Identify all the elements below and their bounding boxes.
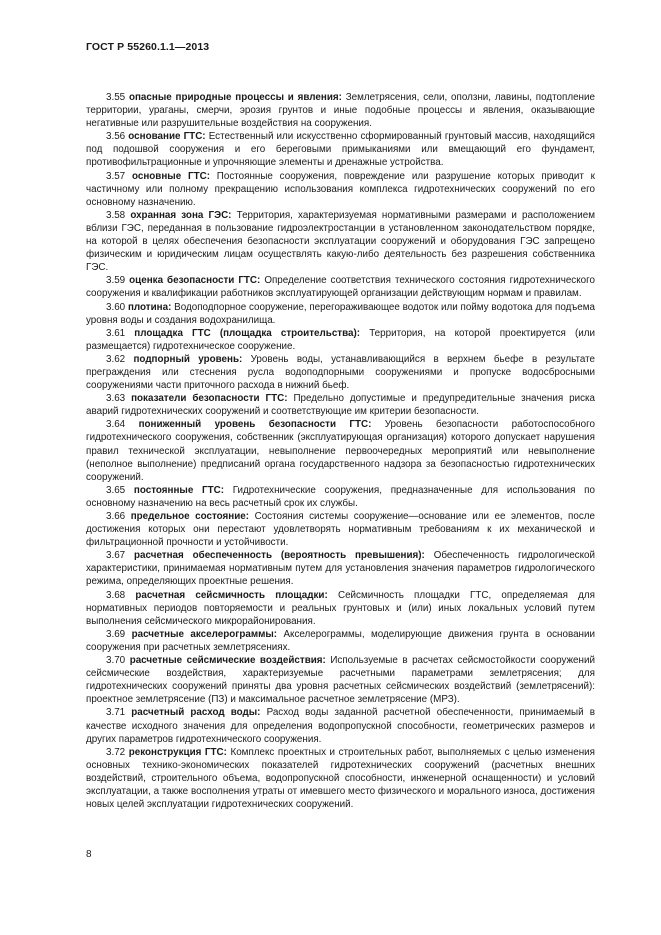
- entry-number: 3.64: [106, 419, 126, 431]
- entry-term: основание ГТС:: [128, 131, 206, 143]
- definition-entry: [86, 327, 595, 353]
- entry-term: реконструкция ГТС:: [128, 746, 227, 758]
- entry-number: 3.65: [106, 484, 126, 496]
- entry-number: 3.56: [106, 131, 126, 143]
- entry-term: постоянные ГТС:: [133, 484, 225, 496]
- definition-entry: [86, 746, 595, 811]
- page-number: 8: [86, 849, 92, 860]
- definition-entry: [86, 301, 595, 327]
- definition-entry: [86, 510, 595, 549]
- document-header: ГОСТ Р 55260.1.1—2013: [86, 41, 210, 53]
- entry-number: 3.61: [106, 327, 126, 339]
- entry-text: Определение соответствия технического состояния гидротехнического сооружения и квалификации работников эксплуатирующей организации действующим нормам и правилам.: [86, 275, 595, 300]
- entry-term: расчетная обеспеченность (вероятность превышения):: [134, 550, 425, 562]
- entry-term: расчетные сейсмические воздействия:: [129, 655, 326, 667]
- definition-entry: [86, 274, 595, 300]
- entry-number: 3.59: [106, 275, 126, 287]
- entry-term: площадка ГТС (площадка строительства):: [134, 327, 361, 339]
- entry-number: 3.62: [106, 353, 126, 365]
- entry-text: Сейсмичность площадки ГТС, определяемая для нормативных периодов повторяемости и реальных грунтовых и (или) иных локальных условий путем выполнения сейсмического микрорайонирования.: [86, 589, 595, 627]
- entry-text: Территория, характеризуемая нормативными размерами и расположением вблизи ГЭС, переданная в пользование гидроэлектростанции в установленном законодательством порядке, на которой в целях обеспечения безопасности эксплуатации сооружений и оборудования ГЭС запрещено физическим и юридическим лицам осуществлять какую-либо деятельность без разрешения собственника ГЭС.: [86, 209, 595, 274]
- entry-number: 3.68: [106, 589, 126, 601]
- definition-entry: [86, 706, 595, 745]
- entry-number: 3.72: [106, 746, 126, 758]
- entry-text: Постоянные сооружения, повреждение или разрушение которых приводит к частичному или полному прекращению использования комплекса гидротехнических сооружений по его основному назначению.: [86, 170, 595, 208]
- definition-entry: [86, 484, 595, 510]
- entry-number: 3.57: [106, 170, 126, 182]
- definition-entry: [86, 353, 595, 392]
- entry-text: Водоподпорное сооружение, перегораживающее водоток или пойму водотока для подъема уровня воды и создания водохранилища.: [86, 301, 595, 326]
- definition-entry: [86, 91, 595, 130]
- entry-text: Гидротехнические сооружения, предназначенные для использования по основному назначению на весь расчетный срок их службы.: [86, 484, 595, 509]
- definition-entry: [86, 170, 595, 209]
- entry-text: Состояния системы сооружение—основание или ее элементов, после достижения которых они перестают удовлетворять нормативным требованиям к их механической и фильтрационной прочности и устойчивости.: [86, 511, 595, 549]
- definition-entry: [86, 392, 595, 418]
- entry-text: Естественный или искусственно сформированный грунтовый массив, находящийся под подошвой сооружения и его береговыми примыканиями или вмещающий его фундамент, противофильтрационные и упрочняющие элементы и дренажные устройства.: [86, 131, 595, 169]
- entry-number: 3.67: [106, 550, 126, 562]
- entry-term: расчетная сейсмичность площадки:: [135, 589, 328, 601]
- definition-entry: [86, 209, 595, 274]
- entry-term: расчетный расход воды:: [131, 707, 261, 719]
- entry-text: Уровень воды, устанавливающийся в верхнем бьефе в результате преграждения или стеснения русла водоподпорными сооружениями и пропуске водосбросными сооружениями части приточного расхода в нижний бьеф.: [86, 353, 595, 392]
- entry-term: расчетные акселерограммы:: [131, 628, 278, 640]
- document-body: [86, 91, 595, 811]
- entry-text: Акселерограммы, моделирующие движения грунта в основании сооружения при расчетных землетрясениях.: [86, 628, 595, 653]
- entry-number: 3.60: [106, 301, 126, 313]
- entry-number: 3.58: [106, 209, 126, 221]
- entry-text: Предельно допустимые и предупредительные значения риска аварий гидротехнических сооружений и соответствующие им критерии безопасности.: [86, 393, 595, 418]
- entry-text: Уровень безопасности работоспособного гидротехнического сооружения, собственник (эксплуатирующая организация) которого допускает нарушения правил технической эксплуатации, невыполнение первоочередных мероприятий или невыполнение (неполное выполнение) предписаний органа государственного надзора за безопасностью гидротехнических сооружений.: [86, 419, 595, 483]
- definition-entry: [86, 628, 595, 654]
- entry-number: 3.55: [106, 92, 126, 103]
- definition-entry: [86, 130, 595, 169]
- definition-entry: [86, 589, 595, 628]
- entry-term: основные ГТС:: [131, 170, 210, 182]
- entry-number: 3.66: [106, 511, 126, 522]
- entry-text: Территория, на которой проектируется (или размещается) гидротехническое сооружение.: [86, 327, 595, 352]
- definition-entry: [86, 654, 595, 706]
- entry-number: 3.70: [106, 655, 126, 667]
- entry-number: 3.71: [106, 707, 126, 719]
- entry-text: Комплекс проектных и строительных работ, выполняемых с целью изменения основных технико-экономических показателей гидротехнических сооружений (расчетных внешних воздействий, строительного объема, водопропускной способности, инженерной оснащенности) и условий эксплуатации, а также восполнения утраты от имевшего место физического и морального износа, достижения новых целей эксплуатации гидротехнических сооружений.: [86, 746, 595, 811]
- entry-term: оценка безопасности ГТС:: [129, 275, 261, 287]
- entry-number: 3.63: [106, 393, 126, 405]
- entry-text: Расход воды заданной расчетной обеспеченности, принимаемый в качестве исходного значения для определения водопропускной способности, геометрических размеров и других параметров гидротехнического сооружения.: [86, 707, 595, 745]
- definition-entry: [86, 549, 595, 588]
- entry-term: предельное состояние:: [130, 511, 250, 522]
- entry-text: Используемые в расчетах сейсмостойкости сооружений сейсмические воздействия, характеризуемые расчетными параметрами землетрясения; для гидротехнических сооружений приняты два уровня расчетных сейсмических воздействий (землетрясений): проектное землетрясение (ПЗ) и максимальное расчетное землетрясение (МРЗ).: [86, 655, 595, 706]
- entry-text: Обеспеченность гидрологической характеристики, принимаемая нормативным путем для установления значения параметров гидрологического режима, определяющих проектные решения.: [86, 550, 595, 588]
- entry-term: опасные природные процессы и явления:: [128, 92, 342, 103]
- entry-term: пониженный уровень безопасности ГТС:: [138, 419, 372, 431]
- entry-term: плотина:: [127, 301, 172, 313]
- entry-number: 3.69: [106, 628, 126, 640]
- definition-entry: [86, 418, 595, 483]
- entry-text: Землетрясения, сели, оползни, лавины, подтопление территории, ураганы, смерчи, эрозия грунтов и иные подобные процессы и явления, оказывающие негативные или разрушительные воздействия на сооружения.: [86, 92, 595, 130]
- entry-term: охранная зона ГЭС:: [130, 209, 232, 221]
- entry-term: показатели безопасности ГТС:: [131, 393, 288, 405]
- entry-term: подпорный уровень:: [133, 353, 243, 365]
